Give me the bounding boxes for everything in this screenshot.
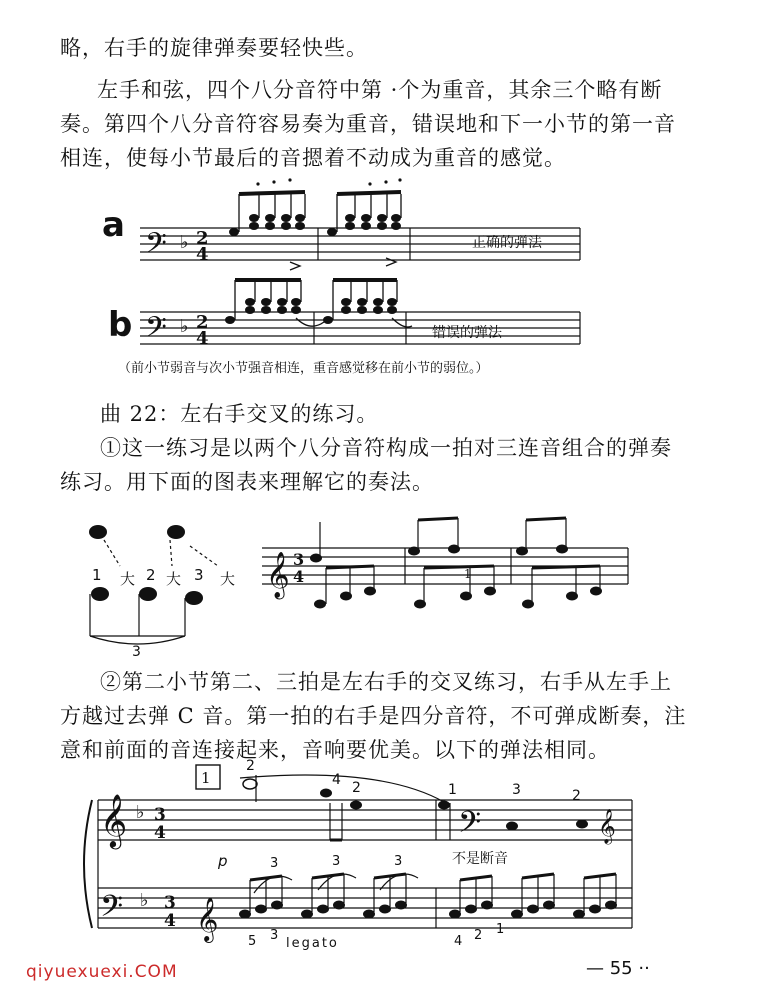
triplet-number: 3	[270, 856, 279, 871]
diagram-da: 大	[220, 570, 236, 588]
finger-number: 1	[496, 922, 505, 937]
diagram-num: 1	[92, 566, 102, 584]
example-label-b: b	[108, 305, 133, 345]
bass-clef-icon: 𝄢	[145, 227, 167, 267]
legato-text: legato	[286, 936, 339, 951]
time-sig-top: 2	[196, 228, 209, 249]
paragraph-line: 奏。第四个八分音符容易奏为重音，错误地和下一小节的第一音	[60, 112, 676, 136]
triplet-number: 3	[332, 854, 341, 869]
fingering-number: 1	[464, 567, 472, 581]
finger-number: 2	[572, 788, 581, 804]
paragraph-line: 意和前面的音连接起来，音响要优美。以下的弹法相同。	[60, 738, 610, 762]
paragraph-line: 练习。用下面的图表来理解它的奏法。	[60, 470, 434, 494]
finger-number: 4	[332, 772, 341, 788]
flat-icon: ♭	[140, 890, 149, 911]
diagram-num: 2	[146, 566, 156, 584]
paragraph-line: ②第二小节第二、三拍是左右手的交叉练习，右手从左手上	[100, 670, 672, 694]
finger-number: 2	[246, 758, 255, 774]
bass-clef-icon: 𝄢	[145, 311, 167, 351]
treble-clef-icon: 𝄞	[100, 793, 128, 847]
time-sig-top: 3	[154, 805, 166, 825]
finger-number: 2	[352, 780, 361, 796]
flat-icon: ♭	[180, 232, 189, 253]
bass-clef-icon: 𝄢	[458, 806, 482, 847]
triplet-number: 3	[394, 854, 403, 869]
flat-icon: ♭	[136, 802, 145, 823]
time-sig-bottom: 4	[164, 911, 176, 931]
watermark: qiyuexuexi.COM	[26, 962, 178, 982]
paragraph-line: 左手和弦，四个八分音符中第 ·个为重音，其余三个略有断	[97, 78, 663, 102]
time-sig-top: 2	[196, 312, 209, 333]
dynamic-mark: p	[218, 852, 228, 870]
finger-number: 4	[454, 934, 463, 949]
finger-number: 2	[474, 928, 483, 943]
time-sig-bottom: 4	[196, 328, 209, 349]
flat-icon: ♭	[180, 316, 189, 337]
finger-number: 5	[248, 934, 257, 949]
section-heading: 曲 22：左右手交叉的练习。	[100, 402, 379, 426]
paragraph-line: 方越过去弹 C 音。第一拍的右手是四分音符，不可弹成断奏，注	[60, 704, 687, 728]
finger-number: 3	[512, 782, 521, 798]
measure-number-box: 1	[201, 769, 211, 787]
paragraph-line: 相连，使每小节最后的音摁着不动成为重音的感觉。	[60, 146, 566, 170]
diagram-bottom-num: 3	[132, 644, 141, 660]
page-number: — 55 ··	[586, 958, 650, 979]
finger-number: 3	[270, 928, 279, 943]
time-sig-bottom: 4	[196, 244, 209, 265]
diagram-num: 3	[194, 566, 204, 584]
diagram-da: 大	[166, 570, 182, 588]
treble-clef-icon: 𝄞	[196, 897, 219, 941]
time-sig-bottom: 4	[293, 567, 305, 586]
finger-number: 1	[448, 782, 457, 798]
example-label-a: a	[102, 205, 125, 245]
diagram-da: 大	[120, 570, 136, 588]
treble-clef-icon: 𝄞	[598, 809, 616, 844]
paragraph-line: 略，右手的旋律弹奏要轻快些。	[60, 36, 368, 60]
wrong-method-text: 错误的弹法	[432, 325, 502, 341]
time-sig-bottom: 4	[154, 823, 166, 843]
time-sig-top: 3	[293, 550, 305, 569]
paragraph-line: ①这一练习是以两个八分音符构成一拍对三连音组合的弹奏	[100, 436, 672, 460]
correct-method-text: 正确的弹法	[472, 235, 542, 251]
example-caption: （前小节弱音与次小节强音相连，重音感觉移在前小节的弱位。）	[118, 361, 489, 376]
bass-clef-icon: 𝄢	[100, 890, 124, 931]
not-staccato-text: 不是断音	[452, 851, 508, 867]
time-sig-top: 3	[164, 893, 176, 913]
treble-clef-icon: 𝄞	[266, 552, 290, 598]
